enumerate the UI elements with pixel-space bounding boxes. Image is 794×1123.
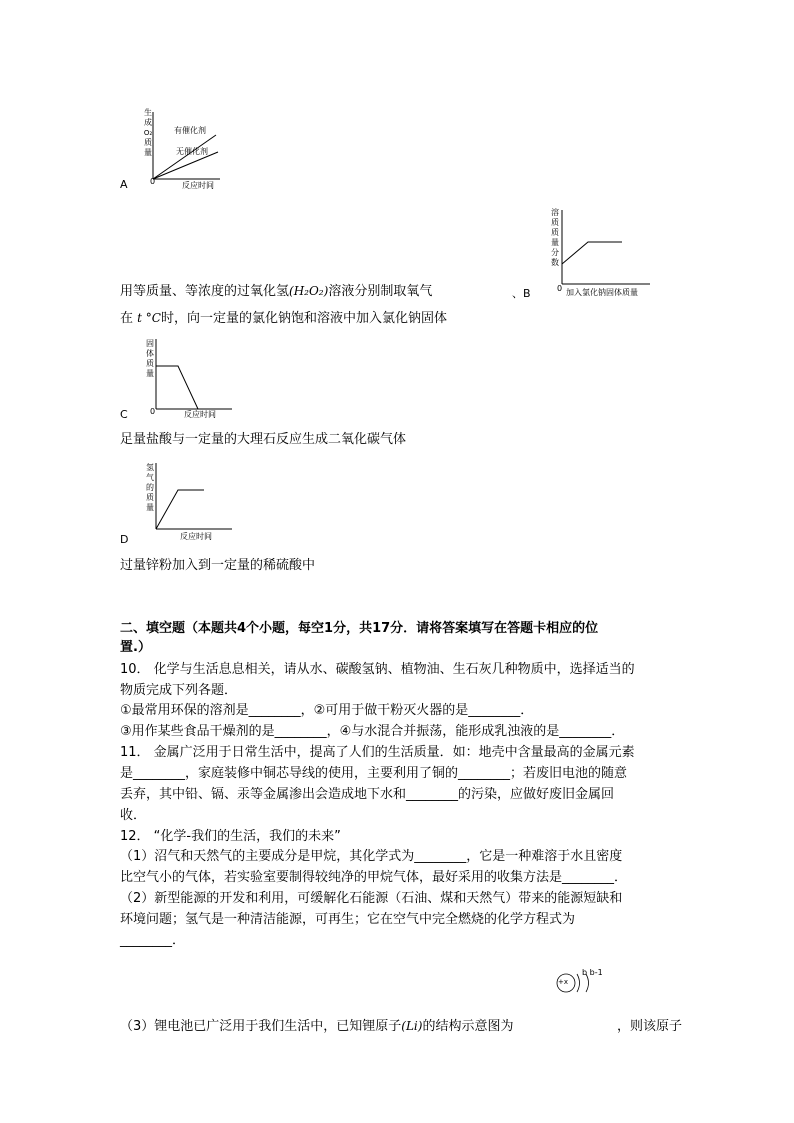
graph-a <box>118 104 238 190</box>
option-b-description: 在 t °C时，向一定量的氯化钠饱和溶液中加入氯化钠固体 <box>120 311 447 326</box>
option-c-description: 足量盐酸与一定量的大理石反应生成二氧化碳气体 <box>120 432 407 447</box>
q12-title: 12． “化学-我们的生活，我们的未来” <box>120 829 341 844</box>
option-d-letter: D <box>120 533 129 546</box>
q12-part1-line1: （1）沼气和天然气的主要成分是甲烷，其化学式为________，它是一种难溶于水且密度 <box>120 849 623 864</box>
atom-nucleus-charge: +x <box>558 978 569 986</box>
graph-b-ylabel: 溶 质 质 量 分 数 <box>551 208 559 267</box>
q12-part2-line3: ________． <box>120 933 186 948</box>
section2-heading-line2: 置.） <box>120 640 151 655</box>
q10-line3: ①最常用环保的溶剂是________，②可用于做干粉灭火器的是________． <box>120 703 534 718</box>
graph-d-line <box>156 490 204 529</box>
option-a-letter: A <box>120 178 128 191</box>
section2-heading-line1: 二、填空题（本题共4个小题，每空1分，共17分．请将答案填写在答题卡相应的位 <box>120 621 599 636</box>
li-symbol: (Li) <box>401 1019 423 1033</box>
graph-b-line <box>562 242 622 264</box>
atom-shell-electrons: b b-1 <box>582 968 603 977</box>
q12-part1-line2: 比空气小的气体，若实验室要制得较纯净的甲烷气体，最好采用的收集方法是________． <box>120 870 628 885</box>
q12-part3-tail: ，则该原子 <box>617 1019 683 1034</box>
q11-line4: 收． <box>120 808 147 823</box>
graph-a-origin: 0 <box>150 177 156 186</box>
graph-c-line <box>156 366 198 409</box>
graph-b-xlabel: 加入氯化钠固体质量 <box>566 288 638 297</box>
option-c-letter: C <box>120 408 128 421</box>
q10-line1: 10． 化学与生活息息相关，请从水、碳酸氢钠、植物油、生石灰几种物质中，选择适当的 <box>120 662 635 677</box>
graph-a-xlabel: 反应时间 <box>182 181 214 190</box>
graph-c-xlabel: 反应时间 <box>184 410 216 419</box>
graph-a-line2-label: 无催化剂 <box>176 147 208 156</box>
option-d-description: 过量锌粉加入到一定量的稀硫酸中 <box>120 558 316 573</box>
atom-shell-1 <box>577 974 580 992</box>
q10-line4: ③用作某些食品干燥剂的是________，④与水混合并振荡，能形成乳浊液的是________． <box>120 724 625 739</box>
temperature-symbol: t °C <box>137 311 161 325</box>
graph-d-ylabel: 氢 气 的 质 量 <box>146 463 154 512</box>
q10-line2: 物质完成下列各题． <box>120 683 238 698</box>
lithium-atom-diagram <box>555 968 611 1002</box>
graph-a-ylabel: 生 成 O₂ 质 量 <box>143 108 153 157</box>
graph-c-origin: 0 <box>150 407 156 416</box>
h2o2-formula: (H₂O₂) <box>289 284 329 298</box>
q12-part2-line1: （2）新型能源的开发和利用，可缓解化石能源（石油、煤和天然气）带来的能源短缺和 <box>120 891 623 906</box>
graph-a-line1-label: 有催化剂 <box>174 126 206 135</box>
option-b-letter: 、B <box>512 287 531 300</box>
q11-line2: 是________，家庭装修中铜芯导线的使用，主要利用了铜的________；若废旧电池的随意 <box>120 766 628 781</box>
graph-d <box>140 459 240 545</box>
q12-part2-line2: 环境问题；氢气是一种清洁能源，可再生；它在空气中完全燃烧的化学方程式为 <box>120 912 576 927</box>
graph-d-xlabel: 反应时间 <box>180 532 212 541</box>
q11-line1: 11． 金属广泛用于日常生活中，提高了人们的生活质量．如：地壳中含量最高的金属元素 <box>120 745 635 760</box>
graph-c <box>140 335 240 419</box>
q11-line3: 丢弃，其中铅、镉、汞等金属渗出会造成地下水和________的污染，应做好废旧金属回 <box>120 787 615 802</box>
graph-b-origin: 0 <box>557 284 563 293</box>
q12-part3-line1: （3）锂电池已广泛用于我们生活中，已知锂原子(Li)的结构示意图为 <box>120 1019 514 1034</box>
option-a-description: 用等质量、等浓度的过氧化氢(H₂O₂)溶液分别制取氧气 <box>120 284 433 299</box>
graph-b <box>544 206 656 298</box>
graph-c-ylabel: 固 体 质 量 <box>146 339 154 378</box>
